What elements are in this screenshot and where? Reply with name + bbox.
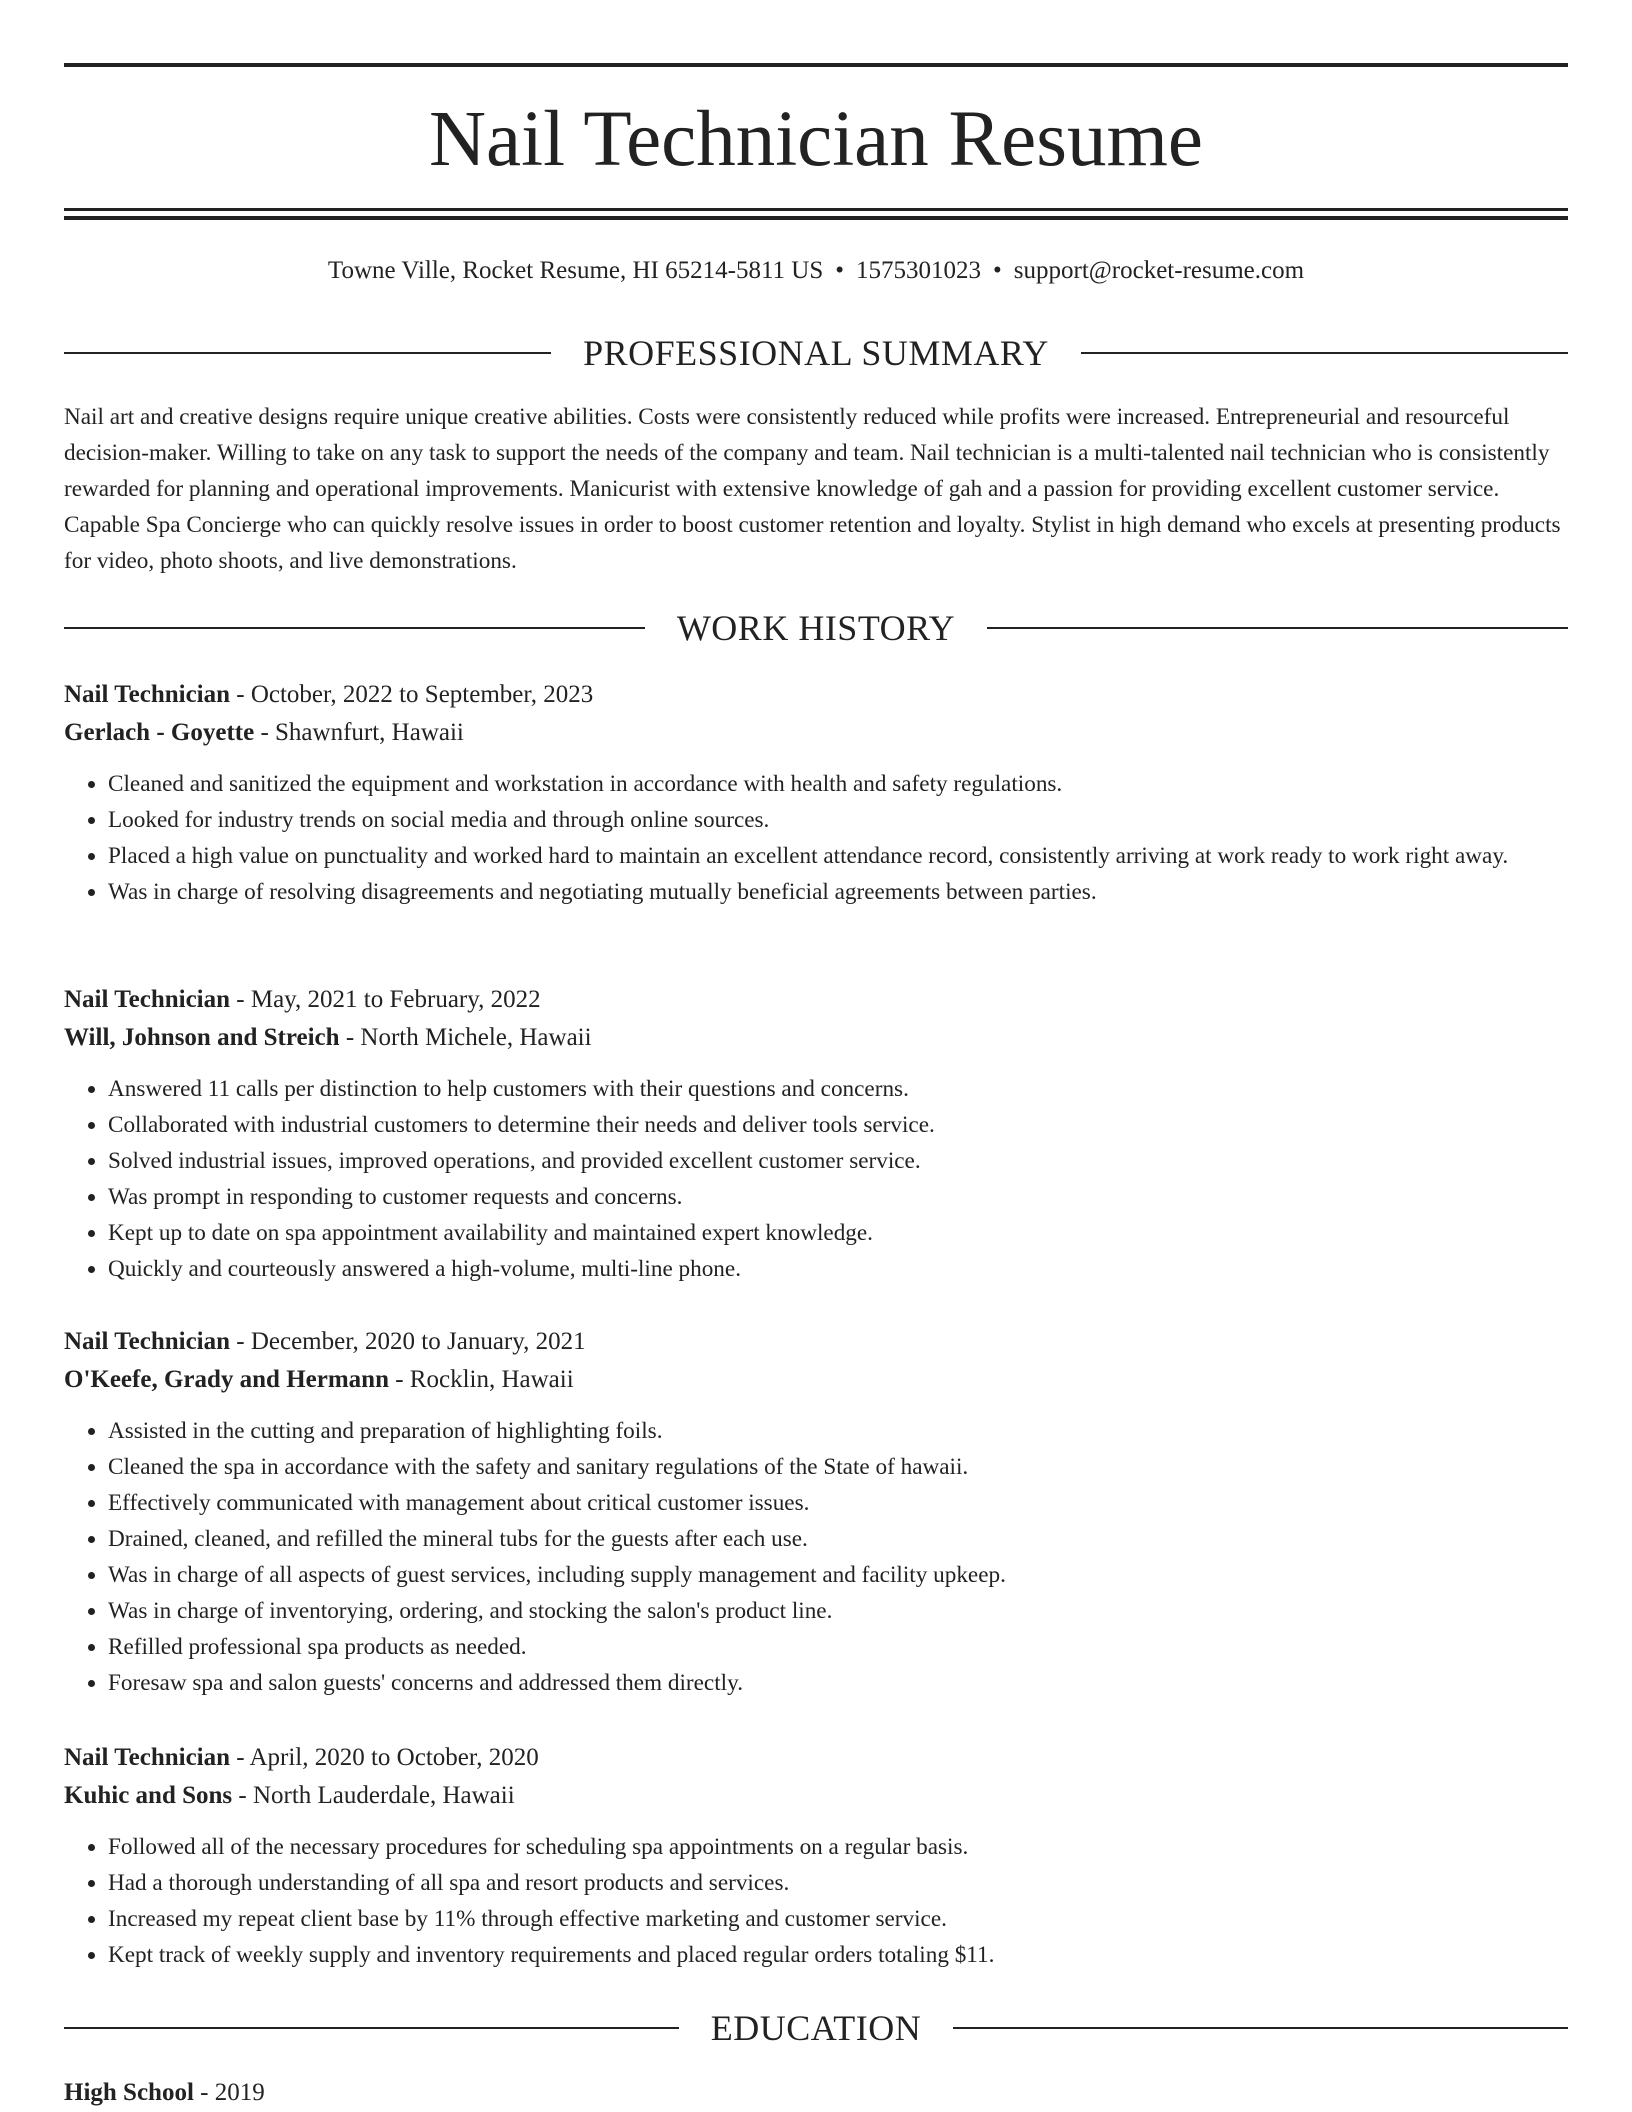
- job-company: Kuhic and Sons: [64, 1782, 233, 1809]
- job-title-row: [64, 676, 1568, 714]
- education-degree: High School: [64, 2079, 194, 2106]
- section-rule: [64, 627, 645, 629]
- job-location: - Shawnfurt, Hawaii: [254, 719, 464, 746]
- job-title: Nail Technician: [64, 681, 231, 708]
- section-heading-label: EDUCATION: [710, 2008, 922, 2048]
- job-bullet: • Quickly and courteously answered a high-volume, multi-line phone.: [108, 1251, 1568, 1287]
- job-bullet: • Was prompt in responding to customer requests and concerns.: [108, 1179, 1568, 1215]
- job-dates: - April, 2020 to October, 2020: [230, 1744, 539, 1771]
- section-rule: [64, 352, 551, 354]
- job-company: Gerlach - Goyette: [64, 719, 255, 746]
- section-heading-label: PROFESSIONAL SUMMARY: [583, 333, 1049, 373]
- summary-text: Nail art and creative designs require unique creative abilities. Costs were consistently reduced while profits were increased. Entrepreneurial and resourceful decision-maker. Willing to take on any task to support the needs of the company and team. Nail technician is a multi-talented nail technician who is consistently rewarded for planning and operational improvements. Manicurist with extensive knowledge of gah and a passion for providing excellent customer service. Capable Spa Concierge who can quickly resolve issues in order to boost customer retention and loyalty. Stylist in high demand who excels at presenting products for video, photo shoots, and live demonstrations.: [64, 404, 1561, 574]
- job-company-row: [64, 1777, 1568, 1815]
- job-bullet: • Answered 11 calls per distinction to help customers with their questions and concerns.: [108, 1071, 1568, 1107]
- job-company-row: [64, 714, 1568, 752]
- job-bullet: • Drained, cleaned, and refilled the mineral tubs for the guests after each use.: [108, 1521, 1568, 1557]
- job-bullet: • Cleaned and sanitized the equipment and workstation in accordance with health and safety regulations.: [108, 766, 1568, 802]
- job-bullet: • Had a thorough understanding of all spa and resort products and services.: [108, 1865, 1568, 1901]
- job-bullet: • Kept track of weekly supply and inventory requirements and placed regular orders totaling $11.: [108, 1937, 1568, 1973]
- job-bullet: • Was in charge of all aspects of guest services, including supply management and facility upkeep.: [108, 1557, 1568, 1593]
- job-title-row: [64, 981, 1568, 1019]
- job-title-row: [64, 1323, 1568, 1361]
- job-bullet: • Cleaned the spa in accordance with the safety and sanitary regulations of the State of hawaii.: [108, 1449, 1568, 1485]
- job-bullet: • Foresaw spa and salon guests' concerns and addressed them directly.: [108, 1665, 1568, 1701]
- job-bullet: • Was in charge of inventorying, ordering, and stocking the salon's product line.: [108, 1593, 1568, 1629]
- job-bullet: • Placed a high value on punctuality and worked hard to maintain an excellent attendance record, consistently arriving at work ready to work right away.: [108, 838, 1568, 874]
- education-entry: [64, 2074, 265, 2112]
- contact-phone: 1575301023: [856, 257, 981, 284]
- job-bullet: • Collaborated with industrial customers to determine their needs and deliver tools service.: [108, 1107, 1568, 1143]
- job-bullet: • Refilled professional spa products as needed.: [108, 1629, 1568, 1665]
- section-heading-work: [64, 606, 1568, 650]
- section-heading-summary: [64, 331, 1568, 375]
- job-entry: [64, 676, 1568, 910]
- top-rule: [64, 63, 1568, 67]
- job-bullet: • Looked for industry trends on social media and through online sources.: [108, 802, 1568, 838]
- page-title: Nail Technician Resume: [429, 96, 1203, 183]
- section-heading-education: [64, 2006, 1568, 2050]
- job-bullets: [64, 1071, 1568, 1287]
- section-rule: [987, 627, 1568, 629]
- job-bullet: • Assisted in the cutting and preparation of highlighting foils.: [108, 1413, 1568, 1449]
- job-bullet: • Increased my repeat client base by 11% through effective marketing and customer service.: [108, 1901, 1568, 1937]
- job-entry: [64, 1739, 1568, 1973]
- contact-address: Towne Ville, Rocket Resume, HI 65214-5811 US: [327, 257, 824, 284]
- job-entry: [64, 1323, 1568, 1701]
- job-bullet: • Effectively communicated with management about critical customer issues.: [108, 1485, 1568, 1521]
- job-dates: - October, 2022 to September, 2023: [230, 681, 594, 708]
- job-company-row: [64, 1019, 1568, 1057]
- job-title: Nail Technician: [64, 1744, 231, 1771]
- job-bullet: • Solved industrial issues, improved operations, and provided excellent customer service.: [108, 1143, 1568, 1179]
- job-company: Will, Johnson and Streich: [64, 1024, 340, 1051]
- title-rule-upper: [64, 208, 1568, 211]
- job-location: - Rocklin, Hawaii: [388, 1366, 574, 1393]
- job-title-row: [64, 1739, 1568, 1777]
- job-bullets: [64, 1829, 1568, 1973]
- contact-line: [64, 254, 1568, 288]
- job-dates: - May, 2021 to February, 2022: [230, 986, 541, 1013]
- job-location: - North Lauderdale, Hawaii: [232, 1782, 515, 1809]
- job-bullets: [64, 1413, 1568, 1701]
- section-rule: [64, 2027, 679, 2029]
- job-title: Nail Technician: [64, 1328, 231, 1355]
- job-location: - North Michele, Hawaii: [339, 1024, 592, 1051]
- section-heading-label: WORK HISTORY: [676, 608, 956, 648]
- education-year: - 2019: [193, 2079, 265, 2106]
- job-entry: [64, 981, 1568, 1287]
- job-company-row: [64, 1361, 1568, 1399]
- job-dates: - December, 2020 to January, 2021: [230, 1328, 586, 1355]
- job-bullet: • Was in charge of resolving disagreements and negotiating mutually beneficial agreements between parties.: [108, 874, 1568, 910]
- contact-separator: •: [835, 257, 844, 284]
- section-rule: [953, 2027, 1568, 2029]
- job-bullet: • Followed all of the necessary procedures for scheduling spa appointments on a regular basis.: [108, 1829, 1568, 1865]
- contact-email: support@rocket-resume.com: [1013, 257, 1305, 284]
- job-title: Nail Technician: [64, 986, 231, 1013]
- title-rule-lower: [64, 216, 1568, 220]
- job-company: O'Keefe, Grady and Hermann: [64, 1366, 389, 1393]
- job-bullets: [64, 766, 1568, 910]
- contact-separator: •: [993, 257, 1002, 284]
- section-rule: [1081, 352, 1568, 354]
- job-bullet: • Kept up to date on spa appointment availability and maintained expert knowledge.: [108, 1215, 1568, 1251]
